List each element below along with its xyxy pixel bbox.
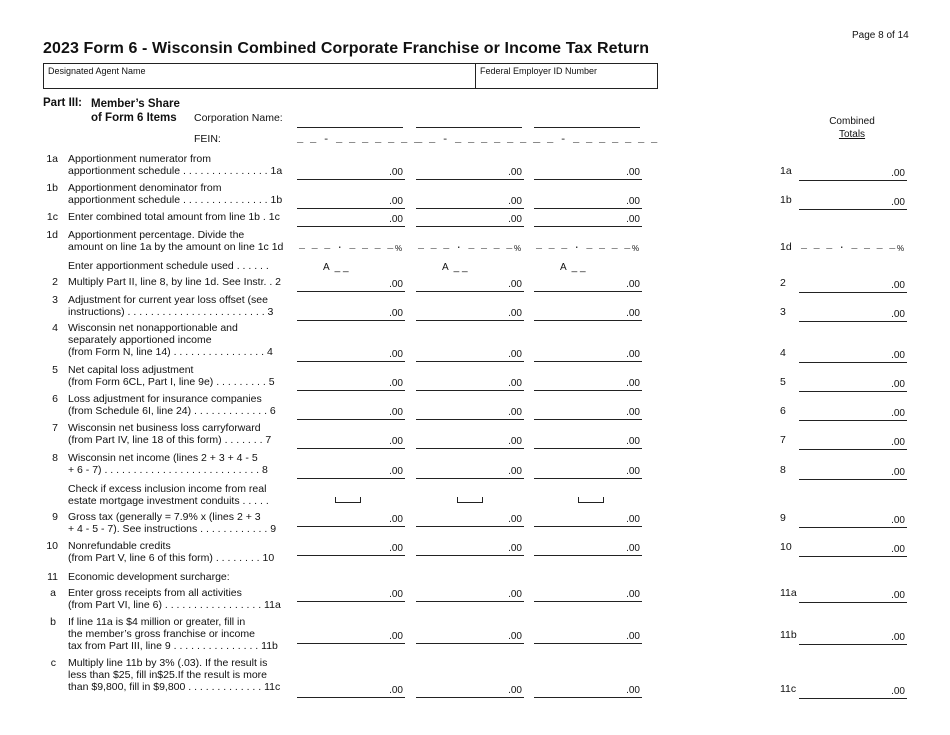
line-label: Wisconsin net income (lines 2 + 3 + 4 - 5 + 6 - 7) . . . . . . . . . . . . . . . . . . . . . . . . . . . 8: [68, 452, 268, 476]
corporation-name-field-3[interactable]: [534, 127, 640, 128]
corporation-name-field-1[interactable]: [297, 127, 403, 128]
member-amount-field[interactable]: .00: [416, 213, 524, 227]
combined-total-field[interactable]: .00: [799, 685, 907, 699]
form-title: 2023 Form 6 - Wisconsin Combined Corporate Franchise or Income Tax Return: [43, 40, 650, 57]
combined-total-field[interactable]: .00: [799, 279, 907, 293]
line-number: 3: [52, 294, 58, 306]
corporation-name-label: Corporation Name:: [194, 112, 283, 124]
line-number: 1c: [46, 211, 58, 223]
member-amount-field[interactable]: .00: [416, 435, 524, 449]
fein-field-1[interactable]: _ _ - _ _ _ _ _ _ _: [297, 134, 421, 146]
member-amount-field[interactable]: .00: [297, 278, 405, 292]
combined-total-field[interactable]: .00: [799, 308, 907, 322]
combined-total-field[interactable]: .00: [799, 167, 907, 181]
combined-line-number: 5: [780, 376, 786, 388]
line-label: Wisconsin net business loss carryforward (from Part IV, line 18 of this form) . . . . . . . 7: [68, 422, 272, 446]
member-amount-field[interactable]: .00: [297, 435, 405, 449]
member-amount-field[interactable]: .00: [534, 195, 642, 209]
line-number: 5: [52, 364, 58, 376]
line-number: 8: [52, 452, 58, 464]
combined-line-number: 7: [780, 434, 786, 446]
percent-sign: %: [514, 244, 522, 253]
line-number: 11: [47, 571, 58, 583]
line-label: Multiply Part II, line 8, by line 1d. See Instr. . 2: [68, 276, 282, 288]
percent-sign: %: [632, 244, 640, 253]
line-number: 10: [46, 540, 58, 552]
member-amount-field[interactable]: .00: [416, 406, 524, 420]
line-number: b: [50, 616, 56, 628]
member-amount-field[interactable]: .00: [416, 513, 524, 527]
member-amount-field[interactable]: .00: [416, 588, 524, 602]
member-amount-field[interactable]: .00: [416, 307, 524, 321]
combined-line-number: 4: [780, 347, 786, 359]
member-amount-field[interactable]: .00: [416, 684, 524, 698]
part-label: Part III:: [43, 97, 82, 109]
combined-line-number: 1d: [780, 241, 792, 253]
member-amount-field[interactable]: .00: [416, 348, 524, 362]
member-amount-field[interactable]: .00: [416, 542, 524, 556]
line-number: 6: [52, 393, 58, 405]
member-amount-field[interactable]: .00: [534, 213, 642, 227]
combined-line-number: 1a: [780, 165, 792, 177]
line-number: c: [50, 657, 56, 669]
member-amount-field[interactable]: .00: [534, 684, 642, 698]
combined-line-number: 11b: [780, 629, 797, 641]
fein-field-3[interactable]: _ _ - _ _ _ _ _ _ _: [534, 134, 658, 146]
apportionment-percentage-field[interactable]: _ _ _ . _ _ _ _: [418, 241, 513, 252]
line-label: Gross tax (generally = 7.9% x (lines 2 + 3 + 4 - 5 - 7). See instructions . . . . . . . . . . . . 9: [68, 511, 277, 535]
line-label: Adjustment for current year loss offset (see instructions) . . . . . . . . . . . . . . . . . . . . . . . . 3: [68, 294, 274, 318]
combined-line-number: 1b: [780, 194, 792, 206]
part-title: [91, 97, 180, 125]
member-amount-field[interactable]: .00: [534, 278, 642, 292]
member-amount-field[interactable]: .00: [297, 406, 405, 420]
member-amount-field[interactable]: .00: [297, 465, 405, 479]
excess-inclusion-checkbox[interactable]: [578, 497, 604, 503]
member-amount-field[interactable]: .00: [534, 588, 642, 602]
member-amount-field[interactable]: .00: [297, 684, 405, 698]
combined-total-field[interactable]: .00: [799, 349, 907, 363]
excess-inclusion-checkbox[interactable]: [335, 497, 361, 503]
combined-line-number: 10: [780, 541, 792, 553]
line-number: 1d: [46, 229, 58, 241]
line-number: 7: [52, 422, 58, 434]
designated-agent-label: Designated Agent Name: [48, 66, 146, 76]
apportionment-percentage-field[interactable]: _ _ _ . _ _ _ _: [536, 241, 631, 252]
part-title-line2: of Form 6 Items: [91, 112, 177, 124]
line-label: Apportionment denominator from apportionment schedule . . . . . . . . . . . . . . . 1b: [68, 182, 283, 206]
member-amount-field[interactable]: .00: [416, 465, 524, 479]
line-label: If line 11a is $4 million or greater, fill in the member’s gross franchise or income tax from Part III, line 9 . . . . . . . . . . . . . . . 11b: [68, 616, 278, 652]
line-label: Net capital loss adjustment (from Form 6CL, Part I, line 9e) . . . . . . . . . 5: [68, 364, 275, 388]
combined-total-field[interactable]: .00: [799, 514, 907, 528]
line-label: Enter gross receipts from all activities (from Part VI, line 6) . . . . . . . . . . . . . . . . . 11a: [68, 587, 281, 611]
combined-total-field[interactable]: .00: [799, 589, 907, 603]
total-apportionment-percentage-field[interactable]: _ _ _ . _ _ _ _: [801, 241, 896, 252]
member-amount-field[interactable]: .00: [297, 542, 405, 556]
excess-inclusion-checkbox[interactable]: [457, 497, 483, 503]
member-amount-field[interactable]: .00: [297, 307, 405, 321]
member-amount-field[interactable]: .00: [534, 307, 642, 321]
member-amount-field[interactable]: .00: [416, 630, 524, 644]
combined-header-line1: Combined: [829, 116, 875, 127]
member-amount-field[interactable]: .00: [297, 195, 405, 209]
line-number: 9: [52, 511, 58, 523]
member-amount-field[interactable]: .00: [534, 377, 642, 391]
line-number: 2: [52, 276, 58, 288]
member-amount-field[interactable]: .00: [534, 542, 642, 556]
part-title-line1: Member’s Share: [91, 98, 180, 110]
combined-total-field[interactable]: .00: [799, 196, 907, 210]
combined-total-field[interactable]: .00: [799, 466, 907, 480]
member-amount-field[interactable]: .00: [416, 377, 524, 391]
corporation-name-field-2[interactable]: [416, 127, 522, 128]
member-amount-field[interactable]: .00: [297, 588, 405, 602]
combined-total-field[interactable]: .00: [799, 378, 907, 392]
agent-box-divider: [475, 64, 476, 88]
member-amount-field[interactable]: .00: [297, 513, 405, 527]
fein-field-2[interactable]: _ _ - _ _ _ _ _ _ _: [416, 134, 540, 146]
fein-box-label: Federal Employer ID Number: [480, 66, 598, 76]
line-label: Wisconsin net nonapportionable and separately apportioned income (from Form N, line 14) . . . . . . . . . . . . . . . . 4: [68, 322, 273, 358]
combined-header-line2: Totals: [838, 129, 866, 140]
member-amount-field[interactable]: .00: [416, 166, 524, 180]
line-label: Apportionment percentage. Divide the amount on line 1a by the amount on line 1c 1d: [68, 229, 284, 253]
member-amount-field[interactable]: .00: [534, 513, 642, 527]
page-number: Page 8 of 14: [852, 30, 909, 41]
line-label: Economic development surcharge:: [68, 571, 230, 583]
agent-info-box: [43, 63, 658, 89]
member-amount-field[interactable]: .00: [534, 166, 642, 180]
combined-line-number: 6: [780, 405, 786, 417]
combined-line-number: 8: [780, 464, 786, 476]
apportionment-schedule-field[interactable]: A _ _: [323, 262, 349, 273]
total-percent-sign: %: [897, 244, 905, 253]
line-label: Nonrefundable credits (from Part V, line 6 of this form) . . . . . . . . 10: [68, 540, 275, 564]
member-amount-field[interactable]: .00: [297, 213, 405, 227]
member-amount-field[interactable]: .00: [297, 166, 405, 180]
member-amount-field[interactable]: .00: [416, 195, 524, 209]
combined-line-number: 11a: [780, 587, 797, 599]
member-amount-field[interactable]: .00: [534, 406, 642, 420]
line-number: 4: [52, 322, 58, 334]
line-label: Check if excess inclusion income from real estate mortgage investment conduits . . . . .: [68, 483, 269, 507]
member-amount-field[interactable]: .00: [416, 278, 524, 292]
combined-line-number: 9: [780, 512, 786, 524]
member-amount-field[interactable]: .00: [534, 465, 642, 479]
combined-line-number: 11c: [780, 683, 797, 695]
combined-totals-header: [810, 115, 894, 141]
line-label: Apportionment numerator from apportionment schedule . . . . . . . . . . . . . . . 1a: [68, 153, 283, 177]
line-number: a: [50, 587, 56, 599]
line-label: Multiply line 11b by 3% (.03). If the result is less than $25, fill in$25.If the result is more than $9,800, fill in $9,800 . . . . . . . . . . . . . 11c: [68, 657, 281, 693]
combined-total-field[interactable]: .00: [799, 543, 907, 557]
percent-sign: %: [395, 244, 403, 253]
member-amount-field[interactable]: .00: [534, 435, 642, 449]
member-amount-field[interactable]: .00: [534, 630, 642, 644]
combined-line-number: 3: [780, 306, 786, 318]
fein-label: FEIN:: [194, 133, 221, 145]
combined-total-field[interactable]: .00: [799, 436, 907, 450]
member-amount-field[interactable]: .00: [297, 630, 405, 644]
apportionment-percentage-field[interactable]: _ _ _ . _ _ _ _: [299, 241, 394, 252]
member-amount-field[interactable]: .00: [297, 377, 405, 391]
combined-line-number: 2: [780, 277, 786, 289]
line-number: 1b: [46, 182, 58, 194]
combined-total-field[interactable]: .00: [799, 631, 907, 645]
combined-total-field[interactable]: .00: [799, 407, 907, 421]
apportionment-schedule-field[interactable]: A _ _: [560, 262, 586, 273]
line-label: Enter combined total amount from line 1b . 1c: [68, 211, 280, 223]
schedule-used-label: Enter apportionment schedule used . . . . . .: [68, 260, 269, 272]
apportionment-schedule-field[interactable]: A _ _: [442, 262, 468, 273]
line-number: 1a: [46, 153, 58, 165]
line-label: Loss adjustment for insurance companies (from Schedule 6I, line 24) . . . . . . . . . . . . . 6: [68, 393, 276, 417]
member-amount-field[interactable]: .00: [534, 348, 642, 362]
member-amount-field[interactable]: .00: [297, 348, 405, 362]
